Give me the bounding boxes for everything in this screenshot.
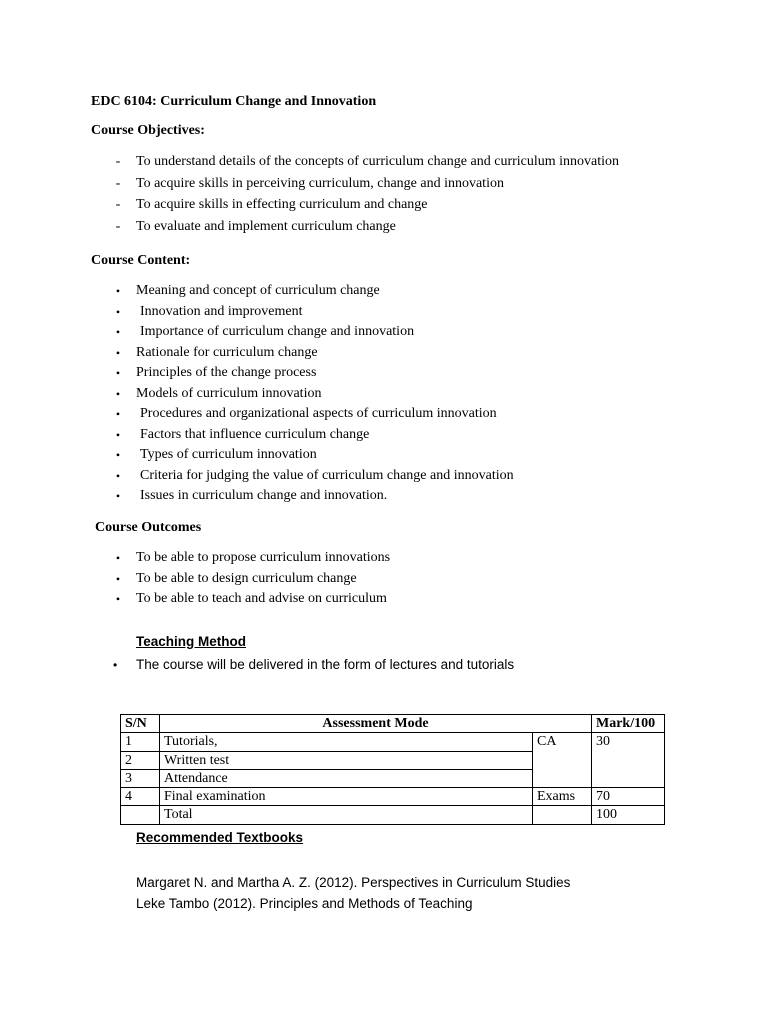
cell-mode: Attendance [160,769,533,787]
dash-marker: - [115,154,121,169]
cell-empty [533,806,592,824]
cell-mode: Final examination [160,788,533,806]
cell-ca-label: CA [533,733,592,788]
content-text: Types of curriculum innovation [140,447,317,462]
bullet-icon: • [115,366,121,380]
cell-sn: 4 [121,788,160,806]
cell-sn: 1 [121,733,160,751]
textbook-reference: Leke Tambo (2012). Principles and Methods of Teaching [136,896,473,911]
header-sn: S/N [121,715,160,733]
table-row [121,733,665,751]
bullet-icon: • [115,468,121,483]
dash-marker: - [115,219,121,235]
bullet-icon: • [115,592,121,606]
bullet-icon: • [115,448,121,462]
cell-sn: 2 [121,751,160,769]
cell-mode: Tutorials, [160,733,533,751]
bullet-icon: • [115,489,121,503]
bullet-icon: • [115,427,121,442]
outcomes-heading: Course Outcomes [95,520,202,535]
cell-exams-label: Exams [533,788,592,806]
content-text: Issues in curriculum change and innovation. [140,488,388,503]
content-text: Criteria for judging the value of curriculum change and innovation [140,467,514,483]
objectives-heading: Course Objectives: [91,123,205,138]
objective-text: To understand details of the concepts of curriculum change and curriculum innovation [136,154,620,169]
outcome-text: To be able to propose curriculum innovations [136,550,391,565]
content-text: Procedures and organizational aspects of curriculum innovation [140,406,497,421]
bullet-icon: • [115,325,121,339]
teaching-method-text: The course will be delivered in the form of lectures and tutorials [136,657,515,672]
bullet-icon: • [115,304,121,319]
bullet-icon: • [115,284,121,298]
content-text: Meaning and concept of curriculum change [136,283,380,298]
cell-sn: 3 [121,769,160,787]
textbooks-heading: Recommended Textbooks [136,830,304,845]
table-header-row [121,715,665,733]
content-text: Models of curriculum innovation [136,385,322,401]
content-text: Innovation and improvement [140,303,303,319]
objective-text: To evaluate and implement curriculum change [136,219,396,235]
table-total-row [121,806,665,824]
content-heading: Course Content: [91,253,191,268]
cell-total-mark: 100 [592,806,665,824]
objective-text: To acquire skills in effecting curriculum and change [136,197,428,213]
header-assessment-mode: Assessment Mode [160,715,592,733]
cell-ca-mark: 30 [592,733,665,788]
header-mark: Mark/100 [592,715,665,733]
assessment-table [120,714,665,825]
teaching-method-heading: Teaching Method [136,634,246,649]
bullet-icon: • [115,345,121,360]
dash-marker: - [115,197,121,213]
bullet-icon: • [113,658,118,672]
outcome-text: To be able to teach and advise on curriculum [136,591,387,606]
dash-marker: - [115,175,121,191]
cell-exams-mark: 70 [592,788,665,806]
table-row [121,788,665,806]
document-title: EDC 6104: Curriculum Change and Innovation [91,94,377,109]
outcome-text: To be able to design curriculum change [136,570,357,586]
bullet-icon: • [115,571,121,586]
content-text: Importance of curriculum change and innovation [140,324,415,339]
content-text: Rationale for curriculum change [136,344,318,360]
textbook-reference: Margaret N. and Martha A. Z. (2012). Perspectives in Curriculum Studies [136,875,571,890]
cell-mode: Written test [160,751,533,769]
objective-text: To acquire skills in perceiving curriculum, change and innovation [136,175,504,191]
bullet-icon: • [115,551,121,565]
cell-total-label: Total [160,806,533,824]
bullet-icon: • [115,407,121,421]
bullet-icon: • [115,386,121,401]
content-text: Factors that influence curriculum change [140,426,370,442]
content-text: Principles of the change process [136,365,317,380]
cell-sn-empty [121,806,160,824]
